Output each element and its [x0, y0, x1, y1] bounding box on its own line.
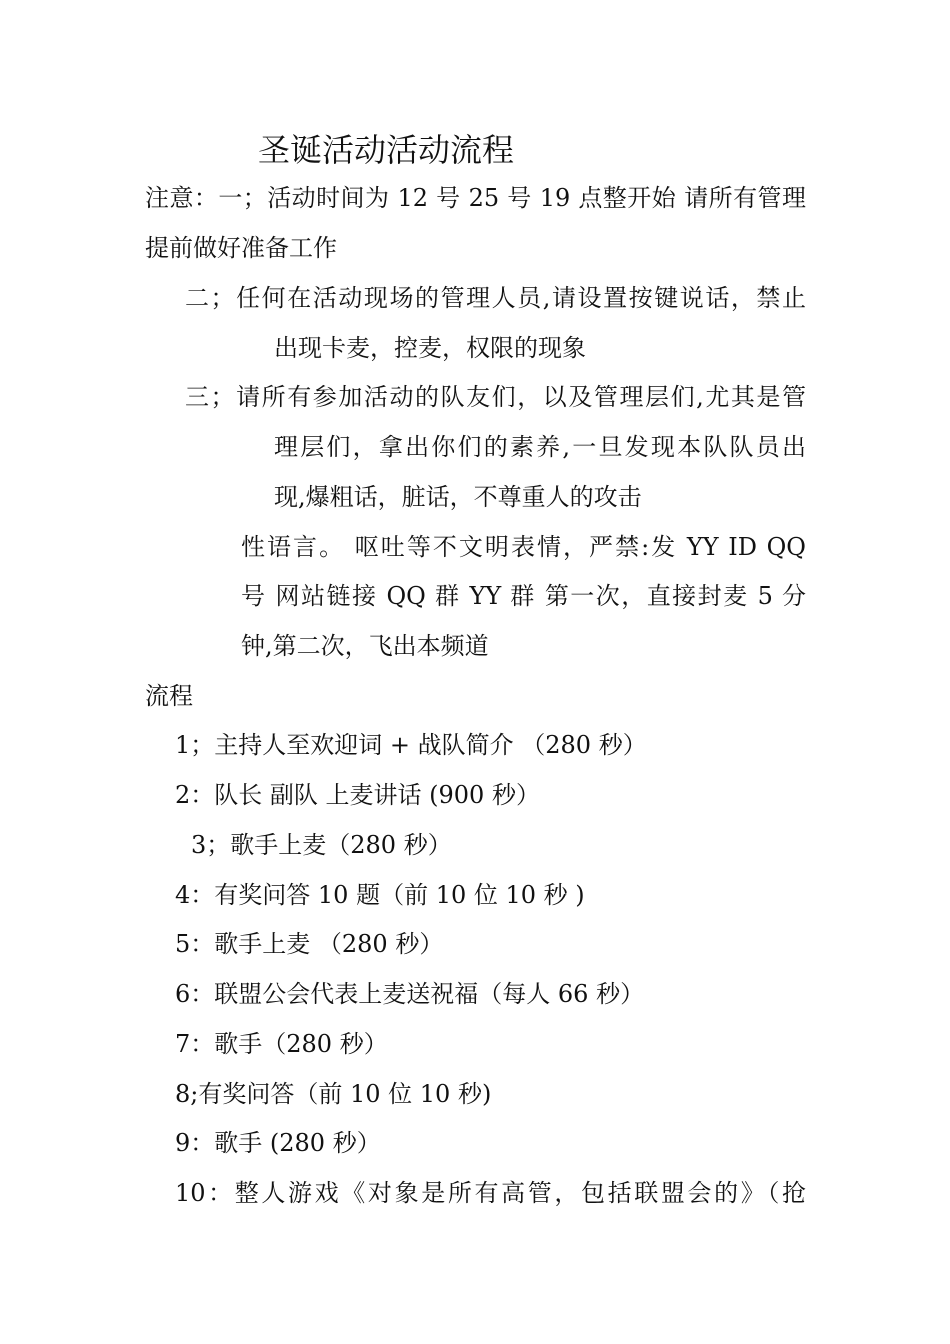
process-item: 6：联盟公会代表上麦送祝福（每人 66 秒）	[175, 980, 645, 1008]
process-item: 4：有奖问答 10 题（前 10 位 10 秒 )	[175, 881, 585, 909]
process-item: 2：队长 副队 上麦讲话 (900 秒）	[175, 781, 540, 809]
process-item: 3；歌手上麦（280 秒）	[191, 831, 452, 859]
process-item: 5：歌手上麦 （280 秒）	[175, 930, 444, 958]
process-item: 1；主持人至欢迎词 + 战队简介 （280 秒）	[175, 731, 647, 759]
process-item: 10：整人游戏《对象是所有高管，包括联盟会的》（抢	[175, 1179, 806, 1207]
notice-line-8: 性语言。 呕吐等不文明表情，严禁:发 YY ID QQ	[241, 533, 806, 561]
process-item: 8;有奖问答（前 10 位 10 秒)	[175, 1080, 492, 1108]
notice-line-1: 注意：一；活动时间为 12 号 25 号 19 点整开始 请所有管理	[145, 184, 806, 212]
notice-line-4: 出现卡麦，控麦，权限的现象	[274, 334, 586, 362]
process-item: 7：歌手（280 秒）	[175, 1030, 388, 1058]
process-heading: 流程	[145, 682, 193, 710]
notice-line-3: 二；任何在活动现场的管理人员,请设置按键说话，禁止	[185, 284, 806, 312]
notice-line-9: 号 网站链接 QQ 群 YY 群 第一次，直接封麦 5 分	[241, 582, 806, 610]
document-title: 圣诞活动活动流程	[258, 131, 515, 169]
notice-line-5: 三；请所有参加活动的队友们，以及管理层们,尤其是管	[185, 383, 806, 411]
notice-line-10: 钟,第二次，飞出本频道	[241, 632, 489, 660]
notice-line-7: 现,爆粗话，脏话，不尊重人的攻击	[274, 483, 642, 511]
process-item: 9：歌手 (280 秒）	[175, 1129, 381, 1157]
notice-line-2: 提前做好准备工作	[145, 234, 337, 262]
notice-line-6: 理层们，拿出你们的素养,一旦发现本队队员出	[274, 433, 806, 461]
